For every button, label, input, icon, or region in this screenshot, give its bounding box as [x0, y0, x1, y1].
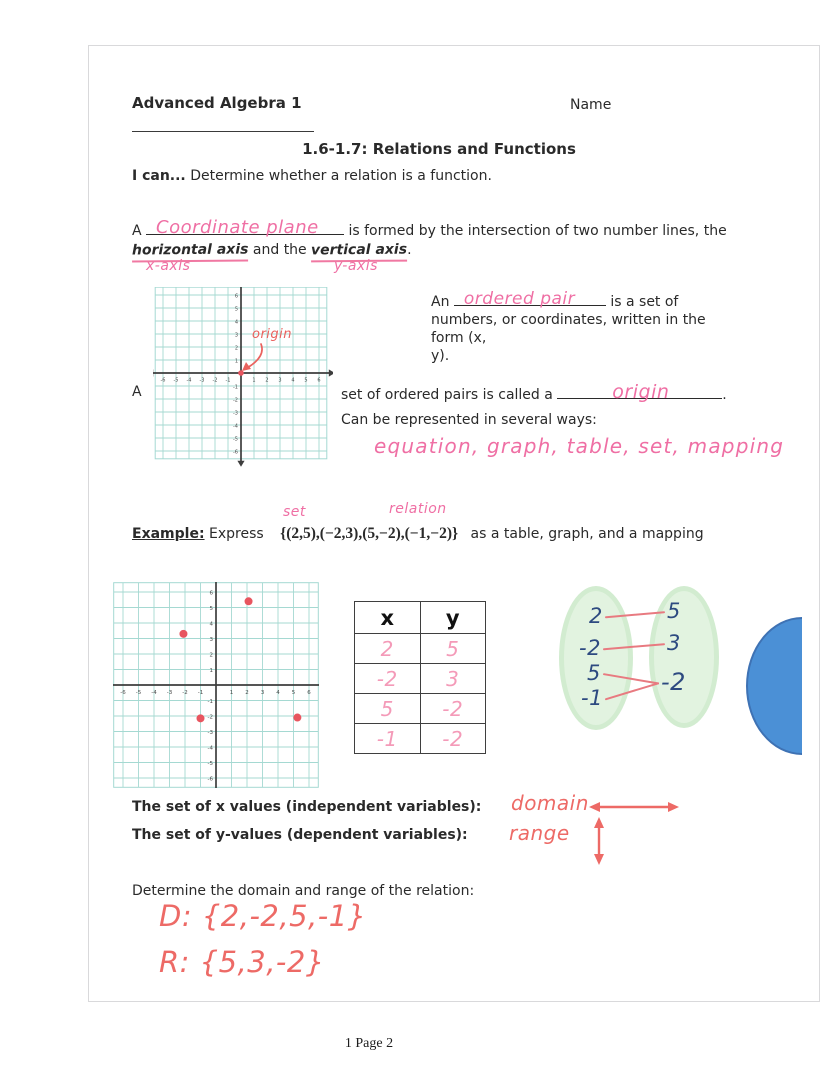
ordered-pair-block: [431, 290, 741, 365]
x-values-label: The set of x values (independent variables):: [132, 799, 482, 815]
handwriting-domain: domain: [511, 791, 589, 815]
handwriting-coordinate-plane: Coordinate plane: [156, 217, 319, 238]
line1-prefix: A: [132, 223, 142, 239]
mapping-left-value: -1: [581, 686, 603, 710]
svg-text:6: 6: [307, 690, 311, 696]
svg-text:6: 6: [209, 590, 213, 597]
relation-line: [341, 383, 727, 404]
table-header-y: y: [420, 602, 486, 634]
svg-text:4: 4: [234, 319, 238, 326]
svg-text:5: 5: [304, 377, 308, 384]
y-values-label: The set of y-values (dependent variables):: [132, 827, 468, 843]
svg-text:1: 1: [234, 358, 238, 365]
blank-ordered-pair: [454, 289, 606, 309]
svg-text:-3: -3: [166, 690, 173, 696]
svg-text:-1: -1: [225, 377, 231, 384]
cell-x1: 2: [355, 634, 421, 664]
coordinate-plane-line1: [132, 219, 810, 240]
coordinate-grid-relation: [113, 582, 319, 788]
mapping-right-oval: [649, 586, 719, 728]
handwriting-range-set: R: {5,3,-2}: [159, 945, 325, 979]
cell-y1: 5: [420, 634, 486, 664]
origin-annotation-arrow-icon: [239, 340, 279, 380]
mapping-right-value: 3: [667, 631, 681, 655]
ordered-pair-line3: y).: [431, 348, 450, 364]
svg-text:4: 4: [291, 377, 295, 384]
svg-text:3: 3: [234, 332, 238, 339]
svg-text:6: 6: [317, 377, 321, 384]
ordered-pair-line2: numbers, or coordinates, written in the form (x,: [431, 312, 706, 346]
page-title: 1.6-1.7: Relations and Functions: [302, 140, 576, 158]
svg-text:-1: -1: [233, 384, 238, 391]
svg-text:1: 1: [209, 667, 213, 674]
line2-mid: and the: [252, 242, 307, 258]
handwriting-ways: equation, graph, table, set, mapping: [374, 434, 785, 458]
svg-text:1: 1: [229, 690, 234, 696]
mapping-left-value: -2: [579, 636, 601, 660]
cell-x3: 5: [355, 694, 421, 724]
name-blank-line: [132, 131, 314, 132]
svg-text:5: 5: [234, 306, 238, 313]
relation-mid: set of ordered pairs is called a: [341, 387, 553, 403]
cell-y4: -2: [420, 724, 486, 754]
svg-text:3: 3: [209, 636, 213, 643]
svg-text:-5: -5: [173, 377, 179, 384]
svg-text:-1: -1: [197, 690, 204, 696]
svg-text:-6: -6: [233, 449, 238, 456]
ways-label: Can be represented in several ways:: [341, 412, 597, 428]
blank-coordinate-plane: [146, 217, 344, 238]
svg-text:-4: -4: [186, 377, 192, 384]
svg-text:-3: -3: [233, 410, 238, 417]
horizontal-double-arrow-icon: [587, 799, 681, 815]
blue-half-oval-shape: [746, 617, 802, 755]
example-label: Example:: [132, 526, 205, 542]
origin-annotation-label: origin: [252, 327, 293, 342]
ican-bold: I can...: [132, 168, 186, 184]
annotation-set: set: [283, 504, 306, 520]
line2-period: .: [407, 242, 412, 258]
svg-text:2: 2: [234, 345, 238, 352]
term-vertical-axis: vertical axis: [311, 241, 407, 263]
course-title: Advanced Algebra 1: [132, 94, 302, 112]
table-row: [355, 724, 486, 754]
svg-text:-4: -4: [207, 745, 213, 752]
example-express: Express: [209, 526, 264, 542]
svg-text:-4: -4: [233, 423, 238, 430]
svg-text:-2: -2: [182, 690, 188, 696]
vertical-double-arrow-icon: [591, 816, 607, 866]
svg-text:-1: -1: [207, 698, 213, 705]
svg-text:-3: -3: [207, 729, 213, 736]
svg-text:5: 5: [291, 690, 296, 696]
svg-text:1: 1: [252, 377, 256, 384]
cell-x2: -2: [355, 664, 421, 694]
blue-shape-clip: [746, 617, 802, 755]
handwriting-range: range: [509, 821, 570, 845]
table-row: [355, 664, 486, 694]
table-row: [355, 694, 486, 724]
mapping-diagram: [549, 584, 729, 734]
table-header-x: x: [355, 602, 421, 634]
relation-table: [354, 601, 486, 754]
svg-text:-6: -6: [160, 377, 166, 384]
cell-y3: -2: [420, 694, 486, 724]
svg-text:-2: -2: [212, 377, 218, 384]
cell-x4: -1: [355, 724, 421, 754]
svg-text:-2: -2: [207, 714, 213, 721]
ican-text: Determine whether a relation is a function.: [190, 168, 492, 184]
mapping-left-value: 2: [589, 604, 603, 628]
term-horizontal-axis: horizontal axis: [132, 240, 249, 262]
example-suffix: as a table, graph, and a mapping: [470, 526, 704, 542]
svg-text:-6: -6: [207, 776, 213, 783]
line1-suffix: is formed by the intersection of two number lines, the: [348, 223, 727, 239]
svg-text:-5: -5: [233, 436, 238, 443]
svg-text:-6: -6: [120, 690, 126, 696]
mapping-right-value: 5: [667, 599, 681, 623]
blank-relation: [557, 381, 722, 403]
svg-text:3: 3: [278, 377, 282, 384]
svg-text:4: 4: [276, 690, 280, 696]
table-row: [355, 634, 486, 664]
svg-text:2: 2: [209, 652, 213, 659]
ican-line: [132, 167, 492, 185]
svg-text:4: 4: [209, 621, 213, 628]
svg-text:-3: -3: [199, 377, 205, 384]
handwriting-ordered-pair: ordered pair: [463, 289, 576, 309]
svg-text:5: 5: [209, 605, 213, 612]
name-label: Name: [570, 97, 612, 113]
handwriting-y-axis: y-axis: [334, 258, 378, 274]
handwriting-relation-blank: origin: [612, 381, 670, 403]
svg-text:-2: -2: [233, 397, 238, 404]
determine-label: Determine the domain and range of the relation:: [132, 883, 475, 899]
svg-text:-5: -5: [207, 760, 213, 767]
handwriting-domain-set: D: {2,-2,5,-1}: [159, 899, 367, 933]
annotation-relation: relation: [389, 501, 447, 517]
ordered-pair-prefix: An: [431, 294, 450, 310]
example-line: [132, 525, 704, 543]
relation-period: .: [722, 387, 727, 403]
example-set-notation: {(2,5),(−2,3),(5,−2),(−1,−2)}: [280, 525, 459, 542]
mapping-right-value: -2: [661, 668, 686, 696]
svg-text:2: 2: [245, 690, 249, 696]
svg-text:6: 6: [234, 293, 238, 300]
handwriting-x-axis: x-axis: [146, 258, 191, 274]
ordered-pair-suffix: is a set of: [610, 294, 679, 310]
mapping-left-value: 5: [587, 661, 601, 685]
page-footer: 1 Page 2: [344, 1036, 394, 1051]
cell-y2: 3: [420, 664, 486, 694]
relation-prefix: A: [132, 384, 142, 400]
svg-text:-5: -5: [135, 690, 142, 696]
svg-text:2: 2: [265, 377, 269, 384]
svg-text:3: 3: [260, 690, 265, 696]
svg-text:-4: -4: [151, 690, 157, 696]
worksheet-page: [88, 45, 820, 1002]
table-header-row: [355, 602, 486, 634]
